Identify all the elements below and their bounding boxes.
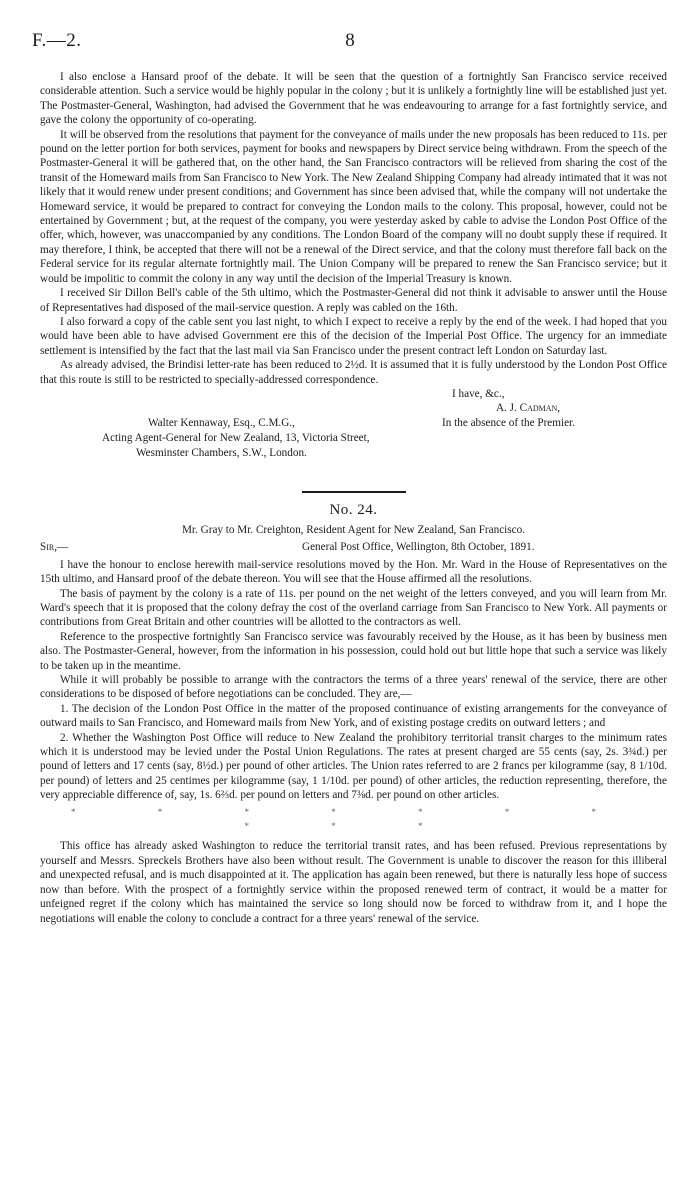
paragraph: 2. Whether the Washington Post Office will reduce to New Zealand the prohibitory territorial transit charges to the minimum rates which it is understood may be levied under the Postal Union Regulations. The rates at present charged are 55 cents (say, 2s. 3¾d.) per pound of letters and 17 cents (say, 8½d.) per pound of other articles. The Union rates referred to are 2 francs per kilogramme (say, 8 1/10d. per pound) of letters and 25 centimes per kilogramme (say, 1 1/10d. per pound) of other articles, the reduction representing, therefore, the very appreciable difference of, say, 1s. 6⅔d. per pound on letters and 7⅜d. per pound on other articles. (40, 731, 667, 802)
signatory-name: A. J. Cadman, (496, 401, 561, 414)
signatory-role: In the absence of the Premier. (442, 416, 575, 429)
paragraph: The basis of payment by the colony is a rate of 11s. per pound on the net weight of the letters conveyed, and you will learn from Mr. Ward's speech that it is proposed that the colony defray the cost of the overland carriage from San Francisco to New York. All payments or contributions from Great Britain and other countries will be allotted to the contractors as well. (40, 587, 667, 629)
paragraph: I have the honour to enclose herewith mail-service resolutions moved by the Hon. Mr. Ward in the House of Representatives on the 15th ultimo, and Hansard proof of the debate thereon. You will see that the House affirmed all the resolutions. (40, 558, 667, 586)
origin-date: General Post Office, Wellington, 8th October, 1891. (302, 540, 535, 553)
letter-heading: Mr. Gray to Mr. Creighton, Resident Agent for New Zealand, San Francisco. (181, 524, 525, 537)
addressee-title: Acting Agent-General for New Zealand, 13, Victoria Street, (102, 431, 370, 444)
paragraph: I also enclose a Hansard proof of the debate. It will be seen that the question of a fortnightly San Francisco service received considerable attention. Such a service would be highly popular in the colony ; but it is unlikely a fortnightly line will be established just yet. The Postmaster-General, Washington, had advised the Government that he was endeavouring to arrange for a fast fortnightly service, and gave the colony the opportunity of co-operating. (40, 71, 667, 127)
omission-marks: * * * * * * * * * * (71, 806, 636, 832)
paragraph: 1. The decision of the London Post Office in the matter of the proposed continuance of existing arrangements for the conveyance of outward mails to San Francisco, and Homeward mails from New York, and of existing postage credits on outward letters ; and (40, 702, 667, 730)
section-reference: F.—2. (32, 30, 82, 51)
closing: I have, &c., (452, 387, 505, 400)
addressee-name: Walter Kennaway, Esq., C.M.G., (148, 416, 295, 429)
paragraph: I also forward a copy of the cable sent you last night, to which I expect to receive a reply by the end of the week. I had hoped that you would have been able to have advised Government ere this of the decision of the Imperial Post Office. The urgency for an immediate settlement is intensified by the fact that the last mail via San Francisco under the present contract left London on Saturday last. (40, 315, 667, 357)
page-number: 8 (345, 30, 355, 51)
salutation: Sir,— (40, 540, 69, 553)
salutation-line (40, 540, 667, 558)
section-divider (302, 491, 406, 493)
paragraph: Reference to the prospective fortnightly San Francisco service was favourably received by the House, as it has been by business men also. The Postmaster-General, however, from the information in his possession, could hold out but little hope that such a service was likely to be taken up in the meantime. (40, 630, 667, 672)
paragraph: As already advised, the Brindisi letter-rate has been reduced to 2½d. It is assumed that it is fully understood by the London Post Office that this route is still to be restricted to specially-addressed correspondence. (40, 359, 667, 386)
signature-block (40, 387, 667, 473)
letter-number: No. 24. (329, 501, 378, 518)
page-body (40, 70, 667, 926)
paragraph: I received Sir Dillon Bell's cable of the 5th ultimo, which the Postmaster-General did not think it advisable to answer until the House of Representatives had disposed of the mail-service question. A reply was cabled on the 16th. (40, 287, 667, 314)
addressee-address: Wesminster Chambers, S.W., London. (136, 446, 307, 459)
paragraph: It will be observed from the resolutions that payment for the conveyance of mails under the new proposals has been reduced to 11s. per pound on the letter portion for both services, payment for books and newspapers by Direct service being withdrawn. From the speech of the Postmaster-General it will be gathered that, on the other hand, the San Francisco contractors will be relieved from sharing the cost of the transit of the Homeward mails from San Francisco to New York. The New Zealand Shipping Company had already intimated that it was not likely that it would renew under present conditions; and Government has since been advised that, while the company will not undertake the Homeward service, it would be prepared to contract for conveying the London mails to the colony. This proposal, however, could not be entertained by Government ; but, at the request of the company, you were yesterday asked by cable to advise the London Post Office of the offer, which, however, was unaccompanied by any conditions. The London Board of the company will no doubt supply these if required. It may therefore, I think, be accepted that there will not be a renewal of the Direct service, and that the colony must therefore fall back on the Federal service for its regular alternate fortnightly mail. The Union Company will be prepared to renew the San Francisco service; but it would be impolitic to commit the colony in any way until the decision of the Imperial Treasury is known. (40, 128, 667, 285)
paragraph: This office has already asked Washington to reduce the territorial transit rates, and has been refused. Previous representations by yourself and Messrs. Spreckels Brothers have also been without result. The Government is unable to discover the reason for this illiberal and unexpected refusal, and is much disappointed at it. The application has again been renewed, but there is naturally less hope of success now than before. With the prospect of a fortnightly service within the proposed renewed term of contract, it would be a matter for unfeigned regret if the colony which has maintained the service so long should now be forced to withdraw from it, and I hope the negotiations will enable the colony to conclude a contract for a three years' renewal of the service. (40, 840, 667, 925)
paragraph: While it will probably be possible to arrange with the contractors the terms of a three years' renewal of the service, there are other considerations to be disposed of before negotiations can be concluded. They are,— (40, 674, 667, 701)
